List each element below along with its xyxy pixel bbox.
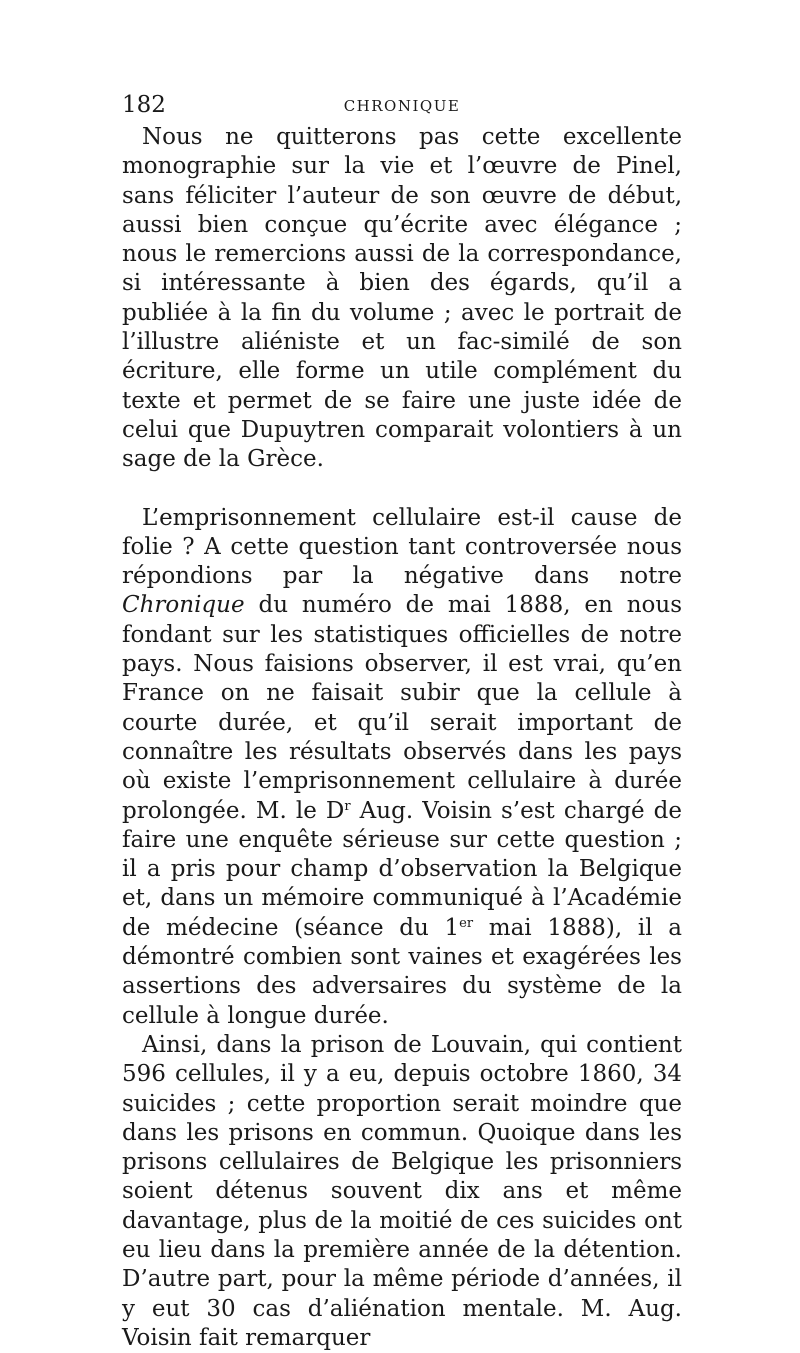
page-header	[122, 90, 682, 120]
paragraph-pinel-review: Nous ne quitterons pas cette excellente monographie sur la vie et l’œuvre de Pinel, sans féliciter l’auteur de son œuvre de début, aussi bien conçue qu’écrite avec élégance ; nous le remercions aussi de la correspondance, si intéressante à bien des égards, qu’il a publiée à la fin du volume ; avec le portrait de l’illustre aliéniste et un fac-similé de son écriture, elle forme un utile complément du texte et permet de se faire une juste idée de celui que Dupuytren comparait volontiers à un sage de la Grèce.	[122, 124, 682, 473]
running-head: CHRONIQUE	[343, 97, 461, 115]
body-text	[122, 123, 682, 1353]
paragraph-louvain-prison: Ainsi, dans la prison de Louvain, qui contient 596 cellules, il y a eu, depuis octobre 1860, 34 suicides ; cette proportion serait moindre que dans les prisons en commun. Quoique dans les prisons cellulaires de Belgique les prisonniers soient détenus souvent dix ans et même davantage, plus de la moitié de ces suicides ont eu lieu dans la première année de la détention. D’autre part, pour la même période d’années, il y eut 30 cas d’aliénation mentale. M. Aug. Voisin fait remarquer	[122, 1031, 682, 1351]
paragraph-text: Aug. Voisin s’est chargé de faire une enquête sérieuse sur cette question ; il a pris pour champ d’observation la Belgique et, dans un mémoire communiqué à l’Académie de médecine (séance du 1	[122, 797, 682, 941]
paragraph-text: mai 1888), il a démontré combien sont vaines et exagérées les assertions des adversaires du système de la cellule à longue durée.	[122, 914, 682, 1029]
superscript-docteur: r	[344, 798, 351, 814]
paragraph-text: L’emprisonnement cellulaire est-il cause de folie ? A cette question tant controversée nous répondions par la négative dans notre	[122, 504, 682, 590]
paragraph-text: du numéro de mai 1888, en nous fondant sur les statistiques officielles de notre pays. Nous faisions observer, il est vrai, qu’en France on ne faisait subir que la cellule à courte durée, et qu’il serait important de connaître les résultats observés dans les pays où existe l’emprisonnement cellulaire à durée prolongée. M. le D	[122, 592, 682, 824]
superscript-premier: er	[459, 915, 474, 931]
page-number: 182	[122, 92, 166, 118]
chronique-title: Chronique	[122, 592, 245, 619]
paragraph-cellular-imprisonment	[122, 504, 682, 1031]
